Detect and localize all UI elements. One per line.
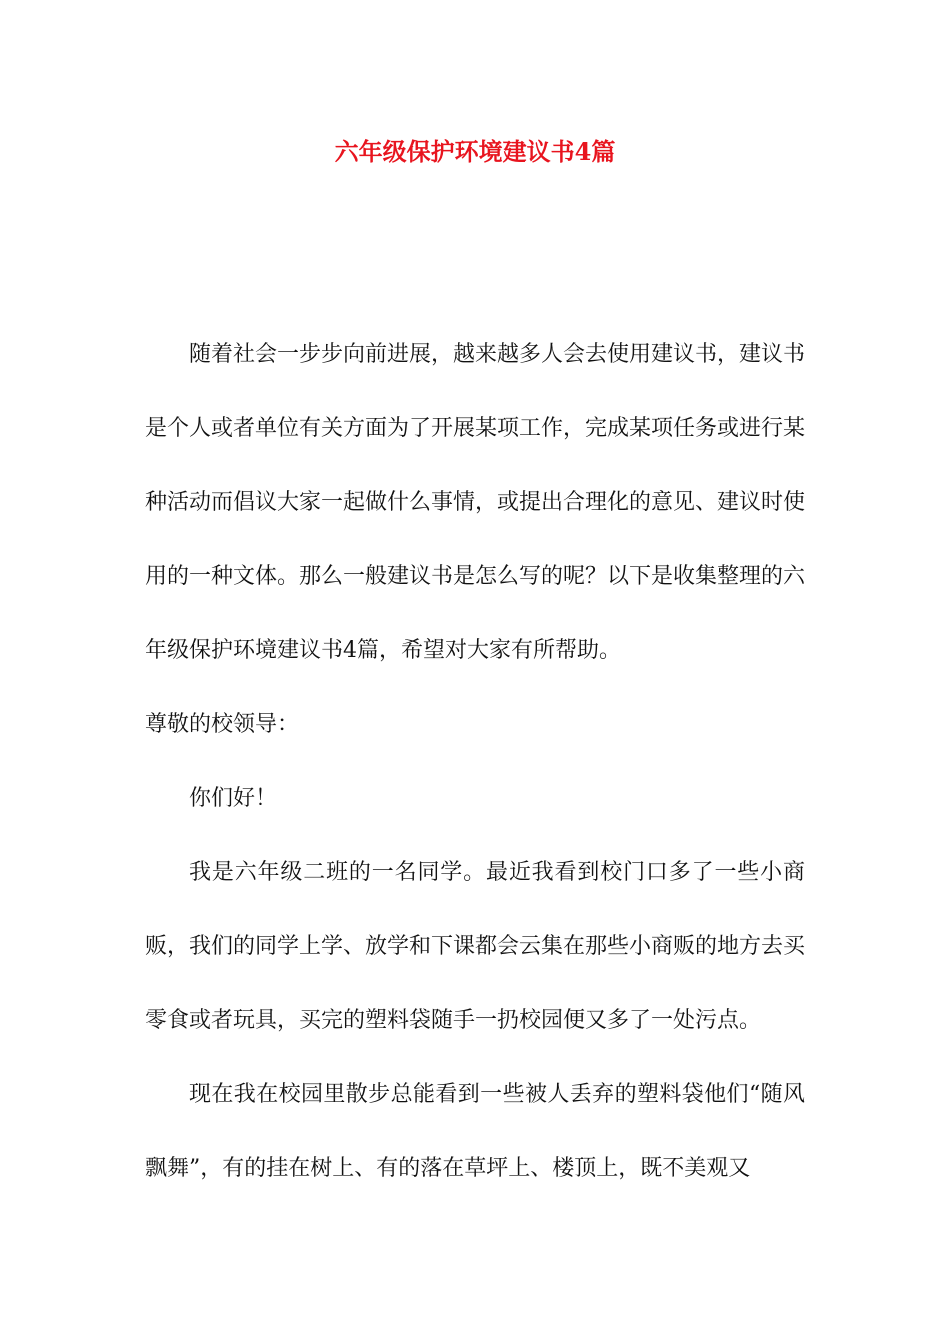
paragraph-salutation: 尊敬的校领导： xyxy=(145,712,300,737)
paragraph-body-2: 现在我在校园里散步总能看到一些被人丢弃的塑料袋他们“随风飘舞”，有的挂在树上、有的落在草坪上、楼顶上，既不美观又 xyxy=(145,1082,805,1181)
document-title: 六年级保护环境建议书4篇 xyxy=(334,137,616,166)
paragraph-intro: 随着社会一步步向前进展，越来越多人会去使用建议书，建议书是个人或者单位有关方面为了开展某项工作，完成某项任务或进行某种活动而倡议大家一起做什么事情，或提出合理化的意见、建议时使用的一种文体。那么一般建议书是怎么写的呢？以下是收集整理的六年级保护环境建议书4篇，希望对大家有所帮助。 xyxy=(145,342,806,663)
paragraph-greeting: 你们好！ xyxy=(189,786,278,811)
document-body xyxy=(145,318,805,1206)
paragraph-body-1: 我是六年级二班的一名同学。最近我看到校门口多了一些小商贩，我们的同学上学、放学和下课都会云集在那些小商贩的地方去买零食或者玩具，买完的塑料袋随手一扔校园便又多了一处污点。 xyxy=(145,860,806,1033)
